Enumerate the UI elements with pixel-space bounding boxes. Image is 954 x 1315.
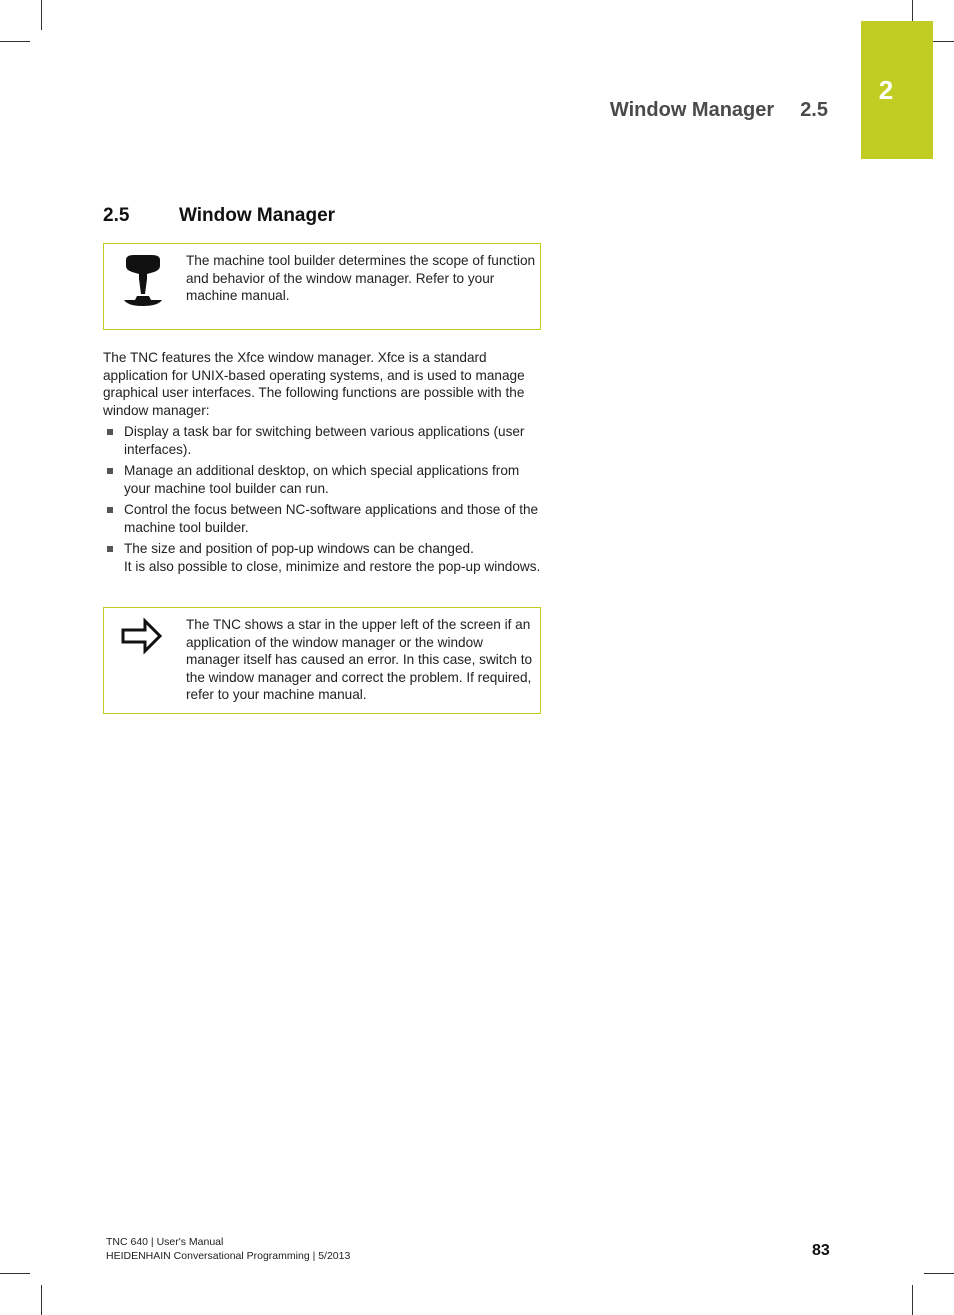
chapter-number: 2 — [878, 75, 894, 105]
machine-tool-icon — [104, 244, 186, 329]
feature-list — [103, 423, 543, 579]
crop-mark — [0, 1273, 30, 1274]
machine-note-box — [103, 243, 541, 330]
list-item-text: Manage an additional desktop, on which special applications from your machine tool builder can run. — [124, 463, 520, 496]
crop-mark — [912, 1285, 913, 1315]
footer-line: TNC 640 | User's Manual — [106, 1236, 224, 1248]
crop-mark — [41, 0, 42, 30]
running-header — [610, 99, 828, 121]
bullet-square-icon — [107, 546, 113, 552]
list-item — [103, 501, 543, 536]
list-item-text: Control the focus between NC-software applications and those of the machine tool builder. — [124, 502, 539, 535]
crop-mark — [924, 1273, 954, 1274]
intro-paragraph: The TNC features the Xfce window manager. Xfce is a standard application for UNIX-based operating systems, and is used to manage graphical user interfaces. The following functions are possible with the window manager: — [103, 350, 525, 418]
running-header-title: Window Manager — [609, 99, 775, 121]
footer-line: HEIDENHAIN Conversational Programming | 5/2013 — [106, 1250, 351, 1262]
running-header-number: 2.5 — [800, 99, 828, 121]
crop-mark — [0, 41, 30, 42]
list-item — [103, 423, 543, 458]
crop-mark — [41, 1285, 42, 1315]
page-number: 83 — [812, 1242, 830, 1259]
list-item-text: Display a task bar for switching between various applications (user interfaces). — [124, 424, 525, 457]
machine-note-text: The machine tool builder determines the scope of function and behavior of the window manager. Refer to your machine manual. — [186, 253, 536, 303]
list-item — [103, 462, 543, 497]
list-item-text: It is also possible to close, minimize and restore the pop-up windows. — [124, 558, 541, 574]
chapter-tab — [861, 21, 933, 159]
tip-note-box — [103, 607, 541, 714]
tip-note-text: The TNC shows a star in the upper left of the screen if an application of the window manager or the window manager itself has caused an error. In this case, switch to the window manager and correct the problem. If required, refer to your machine manual. — [186, 617, 533, 702]
arrow-right-icon — [104, 608, 186, 713]
bullet-square-icon — [107, 507, 113, 513]
section-heading — [103, 206, 335, 227]
bullet-square-icon — [107, 468, 113, 474]
section-title: Window Manager — [179, 205, 336, 226]
list-item-text: The size and position of pop-up windows can be changed. — [124, 541, 474, 556]
list-item — [103, 540, 543, 575]
section-number: 2.5 — [103, 205, 130, 226]
footer — [106, 1235, 350, 1263]
bullet-square-icon — [107, 429, 113, 435]
